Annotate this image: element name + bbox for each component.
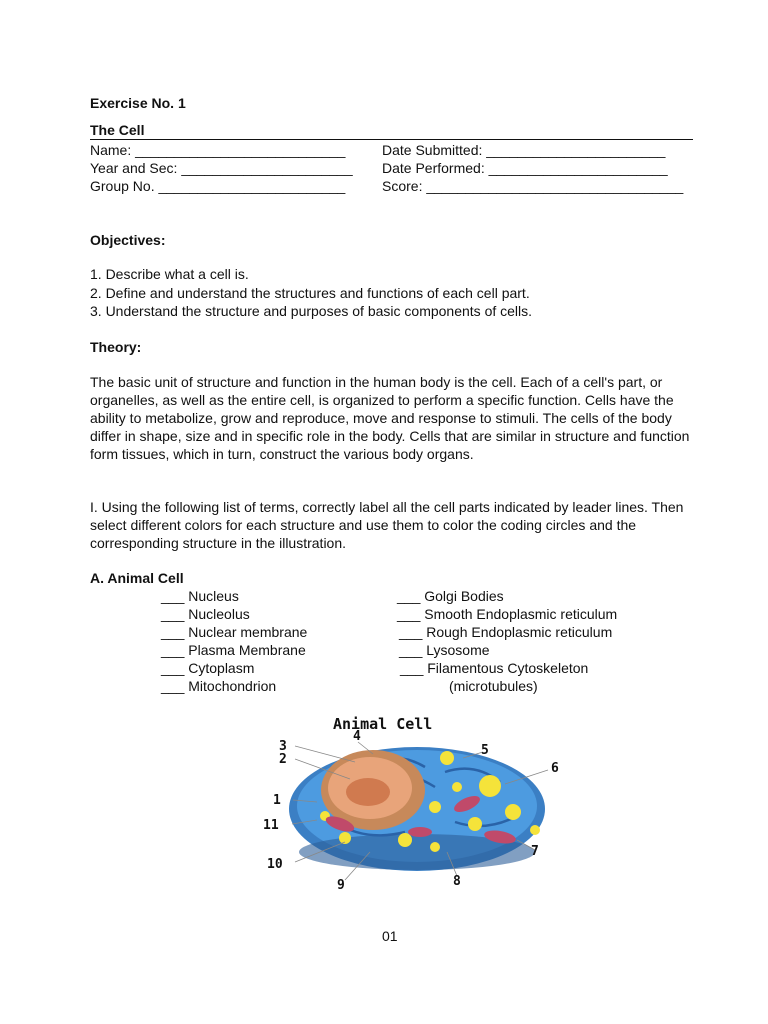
figure-label: 11 — [263, 818, 279, 833]
instruction-paragraph: I. Using the following list of terms, correctly label all the cell parts indicated by leader lines. Then select different colors for each structure and use them to color the coding circles and the corresponding structure in the illustration. — [90, 499, 684, 551]
theory-heading: Theory: — [90, 339, 142, 355]
objective-item: 3. Understand the structure and purposes of basic components of cells. — [90, 303, 533, 319]
date-performed-field: Date Performed: _______________________ — [382, 160, 668, 176]
year-sec-field: Year and Sec: ______________________ — [90, 160, 353, 176]
title-rule — [90, 139, 693, 140]
figure-label: 10 — [267, 857, 283, 872]
term-item-sub: (microtubules) — [449, 678, 538, 694]
term-item: ___ Lysosome — [399, 642, 490, 658]
nucleolus-shape — [346, 778, 390, 806]
objectives-heading: Objectives: — [90, 232, 166, 248]
animal-cell-illustration — [245, 712, 575, 897]
figure-title: Animal Cell — [333, 715, 433, 733]
figure-label: 2 — [279, 752, 287, 767]
term-item: ___ Nucleus — [161, 588, 239, 604]
name-field: Name: ___________________________ — [90, 142, 346, 158]
term-item: ___ Mitochondrion — [161, 678, 277, 694]
term-item: ___ Golgi Bodies — [397, 588, 504, 604]
group-no-field: Group No. ________________________ — [90, 178, 346, 194]
figure-label: 8 — [453, 874, 461, 889]
term-item: ___ Cytoplasm — [161, 660, 255, 676]
objective-item: 1. Describe what a cell is. — [90, 266, 249, 282]
exercise-number: Exercise No. 1 — [90, 95, 186, 111]
figure-label: 5 — [481, 743, 489, 758]
figure-label: 9 — [337, 878, 345, 893]
section-a-heading: A. Animal Cell — [90, 570, 184, 586]
theory-paragraph: The basic unit of structure and function in the human body is the cell. Each of a cell's part, or organelles, as well as the entire cell, is organized to perform a specific function. Cells have the ability to metabolize, grow and reproduce, move and response to stimuli. The cells of the body differ in shape, size and in specific role in the body. Cells that are similar in structure and function form tissues, which in turn, construct the various body organs. — [90, 374, 690, 462]
page-number: 01 — [382, 928, 398, 944]
figure-label: 1 — [273, 793, 281, 808]
date-submitted-field: Date Submitted: _______________________ — [382, 142, 666, 158]
figure-label: 4 — [353, 729, 361, 744]
figure-label: 7 — [531, 844, 539, 859]
figure-label: 3 — [279, 739, 287, 754]
term-item: ___ Smooth Endoplasmic reticulum — [397, 606, 618, 622]
term-item: ___ Filamentous Cytoskeleton — [400, 660, 589, 676]
figure-label: 6 — [551, 761, 559, 776]
page-title: The Cell — [90, 122, 145, 138]
term-item: ___ Rough Endoplasmic reticulum — [399, 624, 613, 640]
score-field: Score: _________________________________ — [382, 178, 684, 194]
objective-item: 2. Define and understand the structures and functions of each cell part. — [90, 285, 530, 301]
term-item: ___ Nuclear membrane — [161, 624, 308, 640]
term-item: ___ Plasma Membrane — [161, 642, 306, 658]
term-item: ___ Nucleolus — [161, 606, 250, 622]
